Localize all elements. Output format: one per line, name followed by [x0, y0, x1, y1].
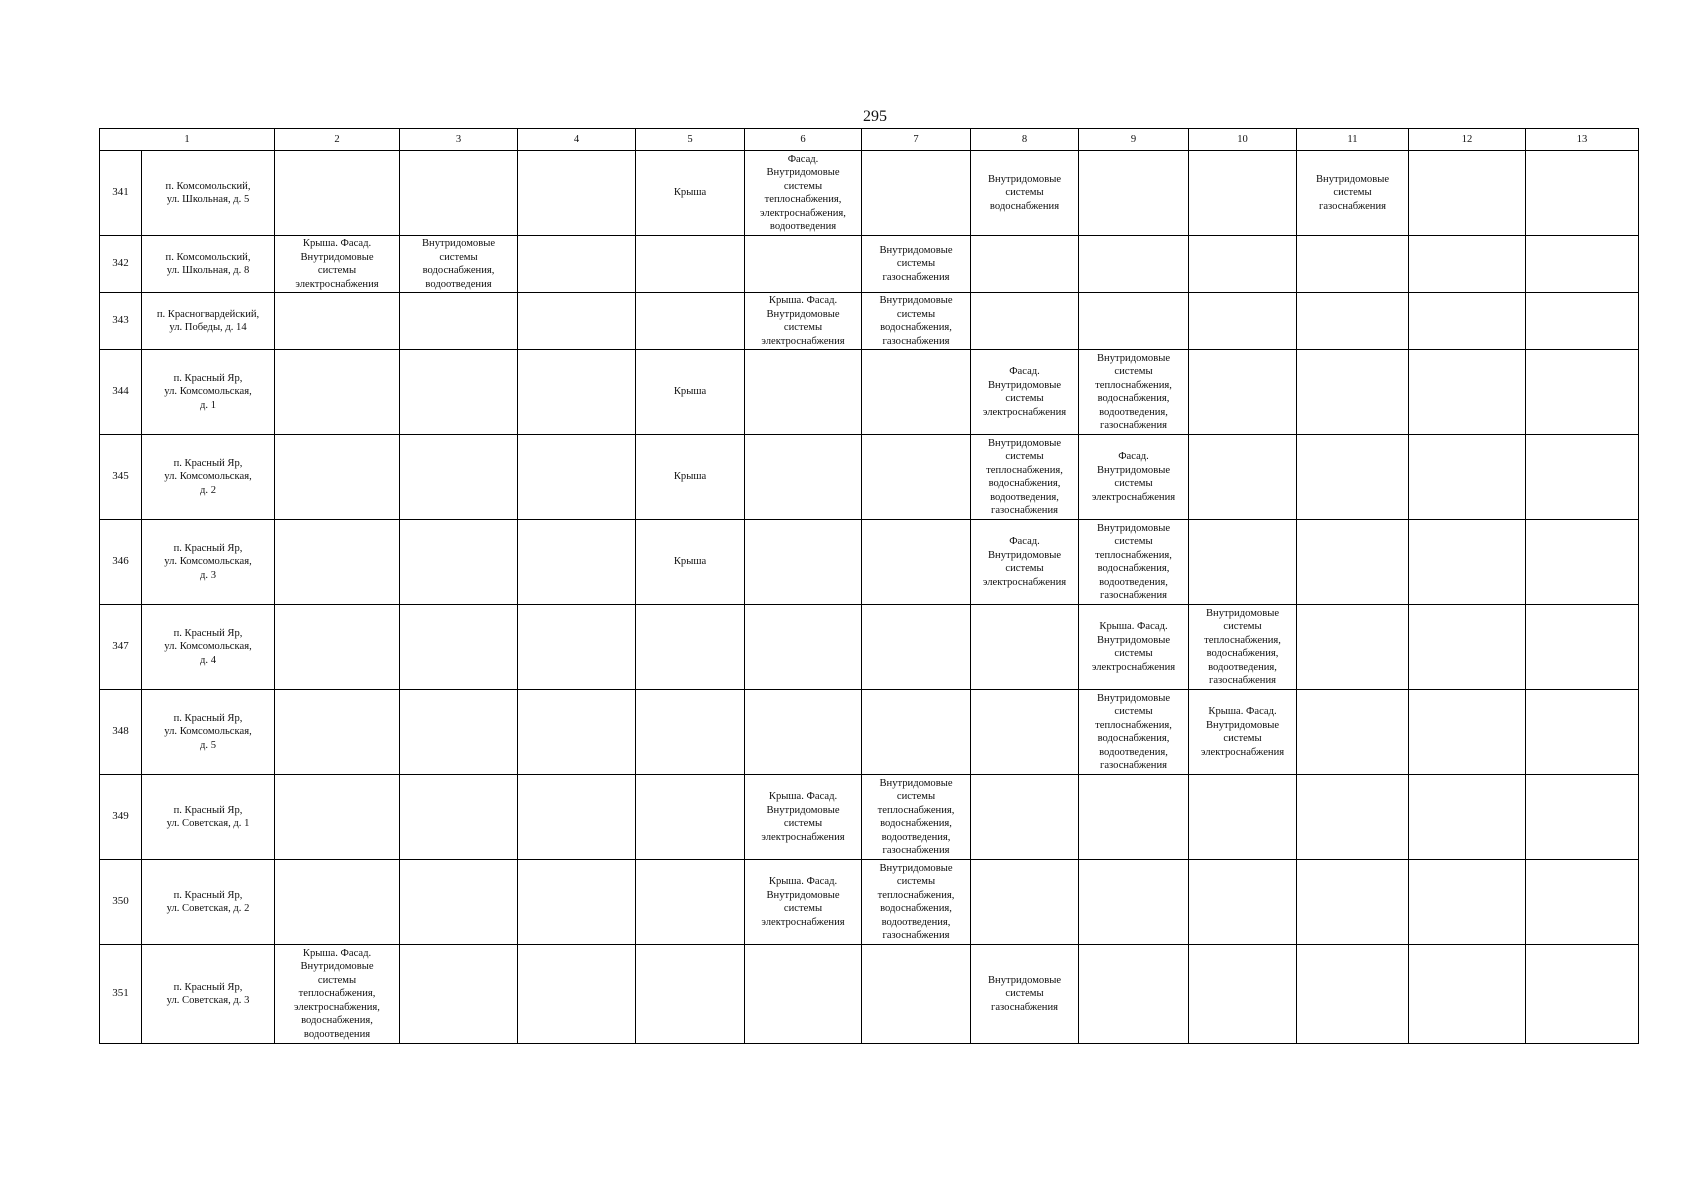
col-10-cell: Внутридомовые системы теплоснабжения, водоснабжения, водоотведения, газоснабжения — [1189, 605, 1297, 690]
col-11-cell — [1297, 293, 1409, 350]
column-number: 3 — [400, 129, 518, 151]
col-3-cell — [400, 860, 518, 945]
col-8-cell — [971, 293, 1079, 350]
col-10-cell — [1189, 151, 1297, 236]
address-cell: п. Красногвардейский, ул. Победы, д. 14 — [142, 293, 275, 350]
col-2-cell — [275, 860, 400, 945]
col-12-cell — [1409, 945, 1526, 1044]
col-9-cell: Внутридомовые системы теплоснабжения, водоснабжения, водоотведения, газоснабжения — [1079, 350, 1189, 435]
col-13-cell — [1526, 860, 1639, 945]
col-2-cell — [275, 151, 400, 236]
col-11-cell — [1297, 520, 1409, 605]
col-10-cell — [1189, 293, 1297, 350]
col-11-cell — [1297, 775, 1409, 860]
address-cell: п. Красный Яр, ул. Комсомольская, д. 3 — [142, 520, 275, 605]
col-13-cell — [1526, 350, 1639, 435]
col-8-cell: Внутридомовые системы газоснабжения — [971, 945, 1079, 1044]
col-6-cell — [745, 690, 862, 775]
col-9-cell — [1079, 151, 1189, 236]
col-9-cell — [1079, 293, 1189, 350]
col-7-cell — [862, 435, 971, 520]
col-13-cell — [1526, 690, 1639, 775]
row-number: 344 — [100, 350, 142, 435]
col-5-cell: Крыша — [636, 350, 745, 435]
col-8-cell — [971, 860, 1079, 945]
row-number: 347 — [100, 605, 142, 690]
col-3-cell — [400, 775, 518, 860]
col-3-cell: Внутридомовые системы водоснабжения, водоотведения — [400, 236, 518, 293]
column-number: 1 — [100, 129, 275, 151]
col-9-cell: Внутридомовые системы теплоснабжения, водоснабжения, водоотведения, газоснабжения — [1079, 520, 1189, 605]
column-number: 7 — [862, 129, 971, 151]
col-8-cell: Фасад. Внутридомовые системы электроснабжения — [971, 350, 1079, 435]
col-4-cell — [518, 860, 636, 945]
col-2-cell: Крыша. Фасад. Внутридомовые системы электроснабжения — [275, 236, 400, 293]
column-number: 6 — [745, 129, 862, 151]
col-7-cell — [862, 945, 971, 1044]
column-number: 8 — [971, 129, 1079, 151]
col-3-cell — [400, 605, 518, 690]
row-number: 341 — [100, 151, 142, 236]
address-cell: п. Красный Яр, ул. Комсомольская, д. 5 — [142, 690, 275, 775]
col-7-cell: Внутридомовые системы теплоснабжения, водоснабжения, водоотведения, газоснабжения — [862, 860, 971, 945]
col-9-cell — [1079, 860, 1189, 945]
col-13-cell — [1526, 435, 1639, 520]
table-row — [100, 151, 1639, 236]
col-11-cell — [1297, 435, 1409, 520]
col-7-cell — [862, 520, 971, 605]
table-row — [100, 293, 1639, 350]
col-9-cell — [1079, 775, 1189, 860]
col-13-cell — [1526, 293, 1639, 350]
col-10-cell: Крыша. Фасад. Внутридомовые системы электроснабжения — [1189, 690, 1297, 775]
col-7-cell — [862, 350, 971, 435]
col-6-cell: Крыша. Фасад. Внутридомовые системы электроснабжения — [745, 775, 862, 860]
col-12-cell — [1409, 520, 1526, 605]
col-5-cell: Крыша — [636, 435, 745, 520]
col-7-cell: Внутридомовые системы газоснабжения — [862, 236, 971, 293]
column-number: 9 — [1079, 129, 1189, 151]
address-cell: п. Красный Яр, ул. Комсомольская, д. 2 — [142, 435, 275, 520]
col-8-cell — [971, 775, 1079, 860]
col-12-cell — [1409, 435, 1526, 520]
row-number: 342 — [100, 236, 142, 293]
col-10-cell — [1189, 860, 1297, 945]
col-6-cell: Крыша. Фасад. Внутридомовые системы электроснабжения — [745, 293, 862, 350]
col-7-cell: Внутридомовые системы водоснабжения, газоснабжения — [862, 293, 971, 350]
address-cell: п. Комсомольский, ул. Школьная, д. 8 — [142, 236, 275, 293]
col-9-cell: Крыша. Фасад. Внутридомовые системы электроснабжения — [1079, 605, 1189, 690]
col-10-cell — [1189, 775, 1297, 860]
col-2-cell — [275, 293, 400, 350]
col-3-cell — [400, 350, 518, 435]
col-8-cell — [971, 605, 1079, 690]
col-13-cell — [1526, 945, 1639, 1044]
column-number: 4 — [518, 129, 636, 151]
col-7-cell — [862, 690, 971, 775]
col-5-cell — [636, 236, 745, 293]
col-11-cell: Внутридомовые системы газоснабжения — [1297, 151, 1409, 236]
col-4-cell — [518, 293, 636, 350]
col-11-cell — [1297, 236, 1409, 293]
col-4-cell — [518, 350, 636, 435]
col-10-cell — [1189, 945, 1297, 1044]
repair-schedule-table — [99, 128, 1639, 1044]
col-10-cell — [1189, 236, 1297, 293]
address-cell: п. Красный Яр, ул. Советская, д. 1 — [142, 775, 275, 860]
col-11-cell — [1297, 945, 1409, 1044]
col-3-cell — [400, 293, 518, 350]
row-number: 349 — [100, 775, 142, 860]
col-6-cell — [745, 350, 862, 435]
column-number-row — [100, 129, 1639, 151]
col-8-cell — [971, 690, 1079, 775]
col-8-cell: Внутридомовые системы теплоснабжения, водоснабжения, водоотведения, газоснабжения — [971, 435, 1079, 520]
col-13-cell — [1526, 605, 1639, 690]
col-3-cell — [400, 151, 518, 236]
col-5-cell — [636, 775, 745, 860]
col-12-cell — [1409, 293, 1526, 350]
col-3-cell — [400, 435, 518, 520]
col-6-cell — [745, 945, 862, 1044]
column-number: 2 — [275, 129, 400, 151]
col-9-cell: Внутридомовые системы теплоснабжения, водоснабжения, водоотведения, газоснабжения — [1079, 690, 1189, 775]
col-10-cell — [1189, 435, 1297, 520]
table-row — [100, 350, 1639, 435]
table-row — [100, 520, 1639, 605]
address-cell: п. Красный Яр, ул. Советская, д. 2 — [142, 860, 275, 945]
address-cell: п. Красный Яр, ул. Советская, д. 3 — [142, 945, 275, 1044]
col-10-cell — [1189, 520, 1297, 605]
table-row — [100, 435, 1639, 520]
col-5-cell — [636, 605, 745, 690]
col-9-cell — [1079, 945, 1189, 1044]
col-2-cell — [275, 605, 400, 690]
col-11-cell — [1297, 350, 1409, 435]
col-4-cell — [518, 236, 636, 293]
col-2-cell — [275, 775, 400, 860]
column-number: 10 — [1189, 129, 1297, 151]
col-12-cell — [1409, 775, 1526, 860]
table-row — [100, 860, 1639, 945]
col-13-cell — [1526, 151, 1639, 236]
col-8-cell — [971, 236, 1079, 293]
col-6-cell: Крыша. Фасад. Внутридомовые системы электроснабжения — [745, 860, 862, 945]
col-4-cell — [518, 775, 636, 860]
table-row — [100, 236, 1639, 293]
row-number: 348 — [100, 690, 142, 775]
row-number: 343 — [100, 293, 142, 350]
col-5-cell — [636, 690, 745, 775]
col-8-cell: Фасад. Внутридомовые системы электроснабжения — [971, 520, 1079, 605]
col-2-cell — [275, 690, 400, 775]
col-11-cell — [1297, 860, 1409, 945]
col-5-cell — [636, 860, 745, 945]
col-11-cell — [1297, 690, 1409, 775]
col-13-cell — [1526, 775, 1639, 860]
row-number: 351 — [100, 945, 142, 1044]
col-6-cell — [745, 435, 862, 520]
column-number: 12 — [1409, 129, 1526, 151]
col-3-cell — [400, 690, 518, 775]
col-5-cell: Крыша — [636, 520, 745, 605]
col-2-cell — [275, 350, 400, 435]
col-12-cell — [1409, 350, 1526, 435]
col-5-cell — [636, 293, 745, 350]
col-12-cell — [1409, 236, 1526, 293]
col-3-cell — [400, 945, 518, 1044]
col-6-cell — [745, 236, 862, 293]
col-4-cell — [518, 435, 636, 520]
col-12-cell — [1409, 690, 1526, 775]
table-row — [100, 690, 1639, 775]
row-number: 350 — [100, 860, 142, 945]
col-4-cell — [518, 151, 636, 236]
col-6-cell — [745, 605, 862, 690]
column-number: 13 — [1526, 129, 1639, 151]
col-6-cell — [745, 520, 862, 605]
col-7-cell: Внутридомовые системы теплоснабжения, водоснабжения, водоотведения, газоснабжения — [862, 775, 971, 860]
col-4-cell — [518, 605, 636, 690]
col-11-cell — [1297, 605, 1409, 690]
col-12-cell — [1409, 151, 1526, 236]
col-7-cell — [862, 151, 971, 236]
page-number: 295 — [863, 108, 887, 125]
col-12-cell — [1409, 860, 1526, 945]
col-2-cell — [275, 520, 400, 605]
column-number: 11 — [1297, 129, 1409, 151]
col-4-cell — [518, 945, 636, 1044]
col-6-cell: Фасад. Внутридомовые системы теплоснабжения, электроснабжения, водоотведения — [745, 151, 862, 236]
col-4-cell — [518, 520, 636, 605]
table-row — [100, 775, 1639, 860]
col-5-cell — [636, 945, 745, 1044]
col-13-cell — [1526, 236, 1639, 293]
table-row — [100, 945, 1639, 1044]
address-cell: п. Комсомольский, ул. Школьная, д. 5 — [142, 151, 275, 236]
col-2-cell — [275, 435, 400, 520]
col-13-cell — [1526, 520, 1639, 605]
col-12-cell — [1409, 605, 1526, 690]
col-8-cell: Внутридомовые системы водоснабжения — [971, 151, 1079, 236]
table-row — [100, 605, 1639, 690]
col-9-cell — [1079, 236, 1189, 293]
column-number: 5 — [636, 129, 745, 151]
address-cell: п. Красный Яр, ул. Комсомольская, д. 4 — [142, 605, 275, 690]
row-number: 345 — [100, 435, 142, 520]
col-2-cell: Крыша. Фасад. Внутридомовые системы теплоснабжения, электроснабжения, водоснабжения, водоотведения — [275, 945, 400, 1044]
col-10-cell — [1189, 350, 1297, 435]
col-3-cell — [400, 520, 518, 605]
col-7-cell — [862, 605, 971, 690]
address-cell: п. Красный Яр, ул. Комсомольская, д. 1 — [142, 350, 275, 435]
col-9-cell: Фасад. Внутридомовые системы электроснабжения — [1079, 435, 1189, 520]
col-4-cell — [518, 690, 636, 775]
col-5-cell: Крыша — [636, 151, 745, 236]
row-number: 346 — [100, 520, 142, 605]
